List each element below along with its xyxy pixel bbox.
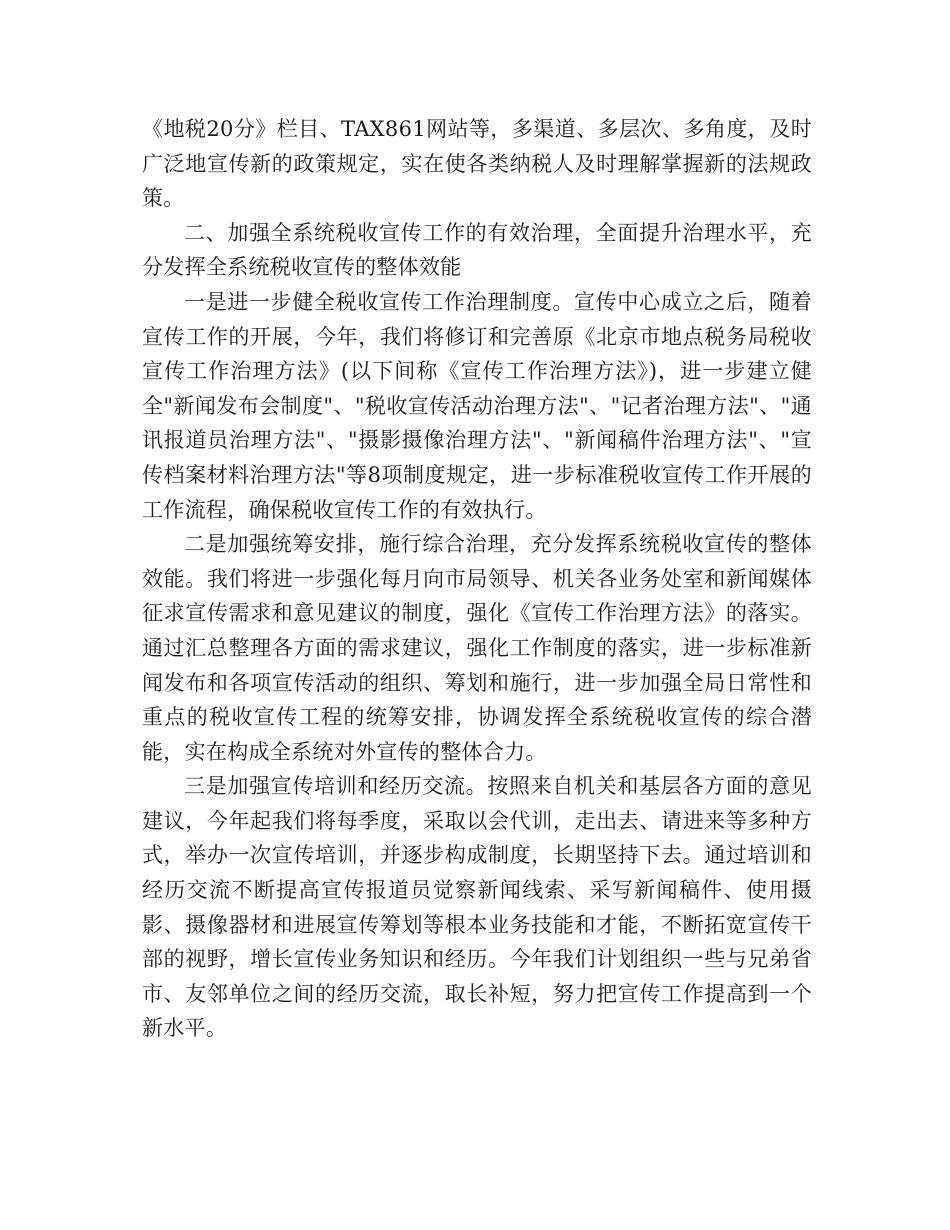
paragraph-continuation: 《地税20分》栏目、TAX861网站等，多渠道、多层次、多角度，及时广泛地宣传新的政策规定，实在使各类纳税人及时理解掌握新的法规政策。 [142,117,812,211]
paragraph-item-3: 三是加强宣传培训和经历交流。按照来自机关和基层各方面的意见建议，今年起我们将每季度，采取以会代训，走出去、请进来等多种方式，举办一次宣传培训，并逐步构成制度，长期坚持下去。通过培训和经历交流不断提高宣传报道员觉察新闻线索、采写新闻稿件、使用摄影、摄像器材和进展宣传筹划等根本业务技能和才能，不断拓宽宣传干部的视野，增长宣传业务知识和经历。今年我们计划组织一些与兄弟省市、友邻单位之间的经历交流，取长补短，努力把宣传工作提高到一个新水平。 [142,774,812,1041]
paragraph-item-2: 二是加强统筹安排，施行综合治理，充分发挥系统税收宣传的整体效能。我们将进一步强化每月向市局领导、机关各业务处室和新闻媒体征求宣传需求和意见建议的制度，强化《宣传工作治理方法》的落实。通过汇总整理各方面的需求建议，强化工作制度的落实，进一步标准新闻发布和各项宣传活动的组织、筹划和施行，进一步加强全局日常性和重点的税收宣传工程的统筹安排，协调发挥全系统税收宣传的综合潜能，实在构成全系统对外宣传的整体合力。 [142,532,812,764]
section-heading-2: 二、加强全系统税收宣传工作的有效治理，全面提升治理水平，充分发挥全系统税收宣传的整体效能 [142,220,812,280]
document-page [142,112,812,1046]
paragraph-item-1: 一是进一步健全税收宣传工作治理制度。宣传中心成立之后，随着宣传工作的开展，今年，我们将修订和完善原《北京市地点税务局税收宣传工作治理方法》(以下间称《宣传工作治理方法》)，进一步建立健全"新闻发布会制度"、"税收宣传活动治理方法"、"记者治理方法"、"通讯报道员治理方法"、"摄影摄像治理方法"、"新闻稿件治理方法"、"宣传档案材料治理方法"等8项制度规定，进一步标准税收宣传工作开展的工作流程，确保税收宣传工作的有效执行。 [142,289,812,522]
